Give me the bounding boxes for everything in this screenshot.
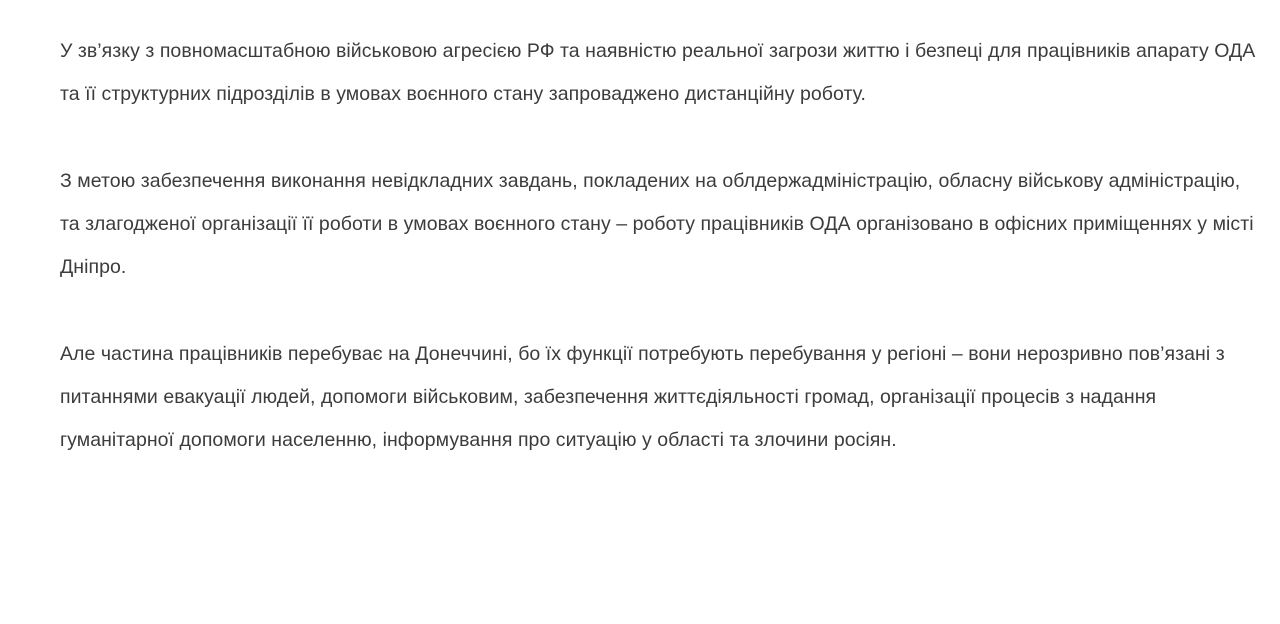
paragraph: У зв’язку з повномасштабною військовою агресією РФ та наявністю реальної загрози життю і безпеці для працівників апарату ОДА та її структурних підрозділів в умовах воєнного стану запроваджено дистанційну роботу.: [60, 40, 1256, 105]
article-body: [60, 30, 1260, 462]
paragraph: З метою забезпечення виконання невідкладних завдань, покладених на облдержадміністрацію, обласну військову адміністрацію, та злагодженої організації її роботи в умовах воєнного стану – роботу працівників ОДА організовано в офісних приміщеннях у місті Дніпро.: [60, 170, 1254, 278]
paragraph: Але частина працівників перебуває на Донеччині, бо їх функції потребують перебування у регіоні – вони нерозривно пов’язані з питаннями евакуації людей, допомоги військовим, забезпечення життєдіяльності громад, організації процесів з надання гуманітарної допомоги населенню, інформування про ситуацію у області та злочини росіян.: [60, 343, 1225, 451]
